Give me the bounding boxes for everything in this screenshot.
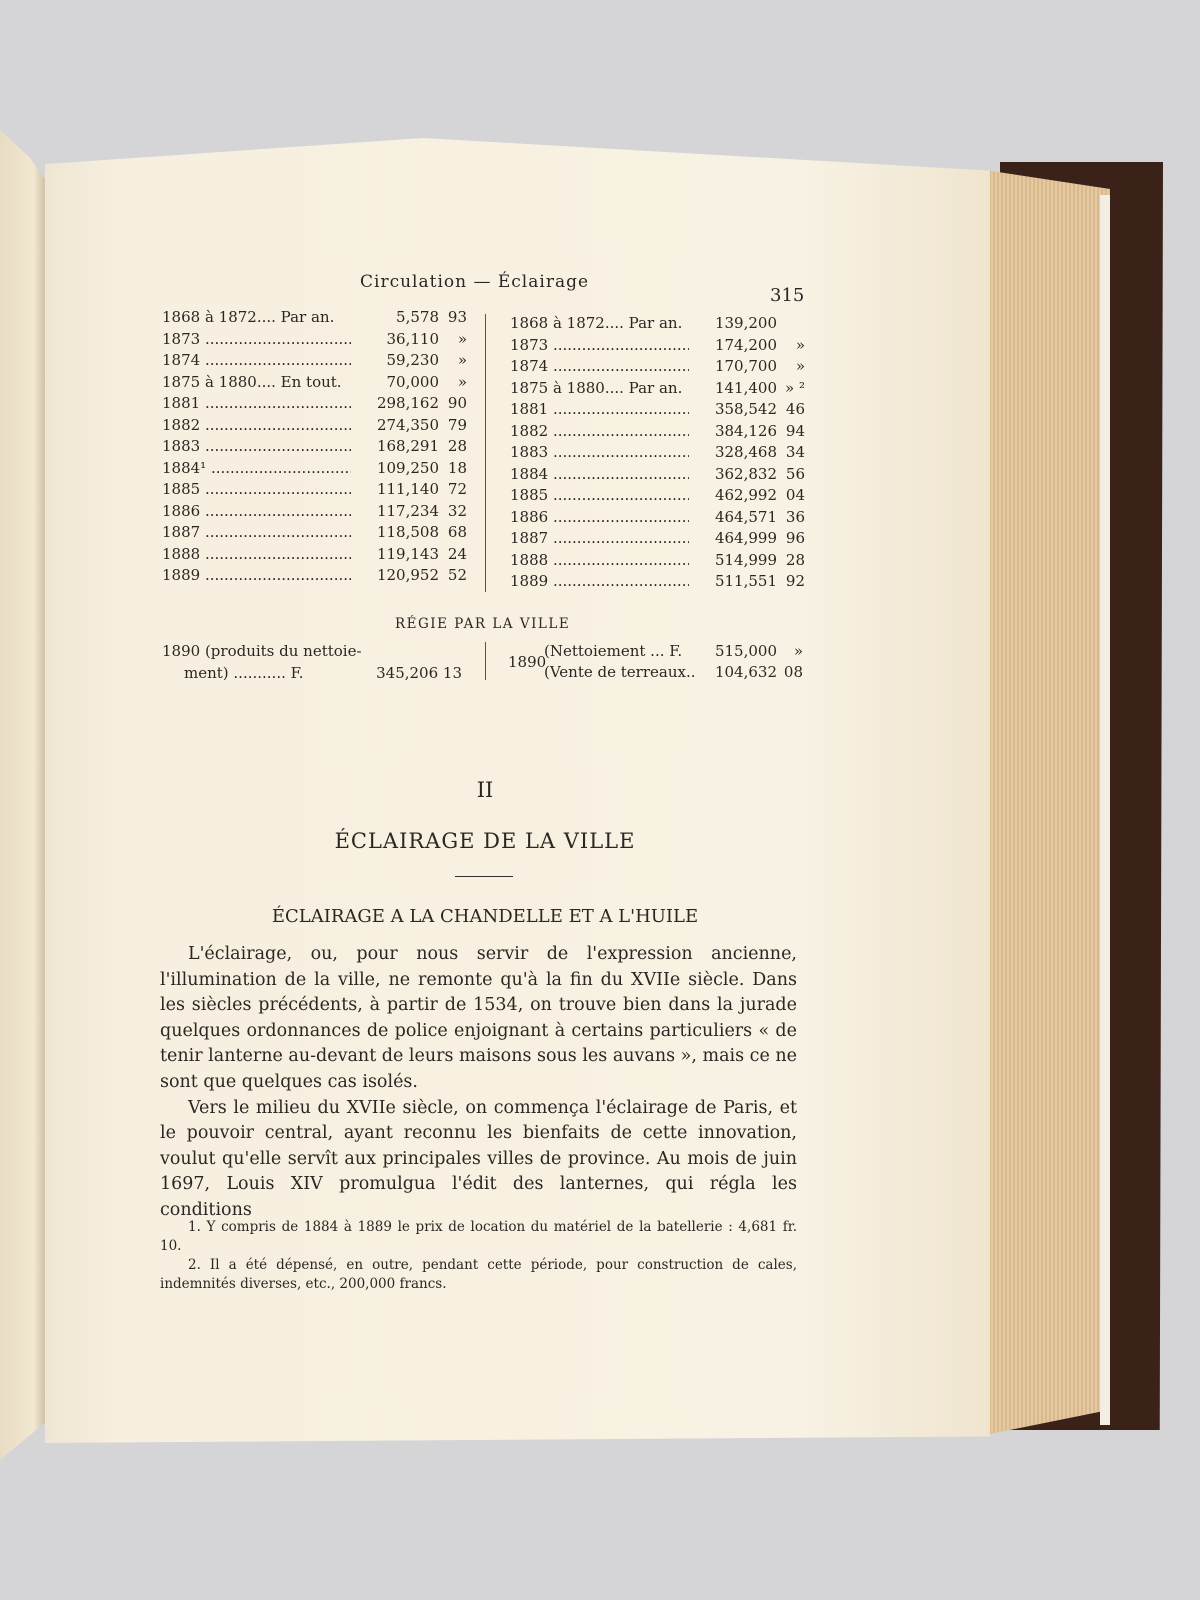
row-cents: 28 bbox=[785, 550, 805, 569]
table-row bbox=[162, 350, 467, 372]
row-label: 1875 à 1880.... En tout. bbox=[162, 372, 342, 391]
row-cents: 34 bbox=[785, 443, 805, 461]
row-label: 1875 à 1880.... Par an. bbox=[510, 378, 683, 397]
regie-divider bbox=[485, 642, 486, 680]
row-value: 274,350 bbox=[376, 415, 439, 434]
row-label: 1886 ..... bbox=[510, 507, 689, 529]
table-row bbox=[510, 356, 805, 378]
section-rule bbox=[455, 876, 513, 877]
row-cents: 94 bbox=[785, 421, 805, 440]
row-value: 70,000 bbox=[386, 372, 439, 391]
row-cents: 32 bbox=[447, 501, 467, 520]
row-label: 1874 ..... bbox=[162, 350, 351, 372]
row-cents: 93 bbox=[447, 308, 467, 326]
regie-title: RÉGIE PAR LA VILLE bbox=[395, 616, 571, 632]
section-number: II bbox=[476, 778, 494, 802]
table-row bbox=[510, 571, 805, 593]
table-row bbox=[162, 479, 467, 501]
table-row bbox=[162, 565, 467, 587]
row-label: 1868 à 1872.... Par an. bbox=[162, 308, 335, 326]
left-table bbox=[162, 307, 467, 587]
section-subtitle: ÉCLAIRAGE A LA CHANDELLE ET A L'HUILE bbox=[271, 906, 699, 927]
table-row bbox=[162, 522, 467, 544]
regie-row-cents: » bbox=[793, 642, 803, 660]
row-cents: 92 bbox=[785, 572, 805, 590]
regie-row-label: (Vente de terreaux.. bbox=[544, 663, 696, 681]
row-value: 120,952 bbox=[376, 566, 439, 584]
row-cents bbox=[777, 313, 805, 335]
paragraph: Vers le milieu du XVIIe siècle, on commença l'éclairage de Paris, et le pouvoir central, ayant reconnu les bienfaits de cette innovation, voulut qu'elle servît aux principales villes de province. Au mois de juin 1697, Louis XIV promulgua l'édit des lanternes, qui régla les conditions bbox=[160, 1097, 797, 1220]
table-divider bbox=[485, 314, 486, 592]
regie-left-line2: ment) ........... F. bbox=[184, 664, 304, 682]
footnote: 1. Y compris de 1884 à 1889 le prix de location du matériel de la batellerie : 4,681 fr. 10. bbox=[160, 1219, 797, 1254]
row-cents: 24 bbox=[447, 544, 467, 563]
row-value: 139,200 bbox=[714, 314, 777, 332]
row-value: 36,110 bbox=[386, 329, 439, 348]
row-label: 1874 ..... bbox=[510, 356, 689, 378]
row-value: 384,126 bbox=[714, 421, 777, 440]
row-cents: 46 bbox=[785, 400, 805, 418]
row-cents: 56 bbox=[785, 464, 805, 483]
table-row bbox=[510, 464, 805, 486]
row-cents: » bbox=[457, 351, 467, 369]
row-label: 1889 ..... bbox=[162, 565, 351, 587]
row-label: 1883 ..... bbox=[510, 442, 689, 464]
page-block-edge bbox=[985, 170, 1110, 1435]
row-value: 111,140 bbox=[376, 480, 439, 498]
paragraph: L'éclairage, ou, pour nous servir de l'expression ancienne, l'illumination de la ville, ne remonte qu'à la fin du XVIIe siècle. Dans les siècles précédents, à partir de 1534, on trouve bien dans la jurade quelques ordonnances de police enjoignant à certains particuliers « de tenir lanterne au-devant de leurs maisons sous les auvans », mais ce ne sont que quelques cas isolés. bbox=[160, 944, 798, 1092]
table-row bbox=[510, 399, 805, 421]
page-number: 315 bbox=[770, 285, 805, 306]
table-row bbox=[510, 507, 805, 529]
table-row bbox=[510, 421, 805, 443]
table-row bbox=[510, 528, 805, 550]
row-cents: 96 bbox=[785, 529, 805, 547]
regie-row-value: 515,000 bbox=[714, 642, 777, 660]
row-label: 1873 ..... bbox=[510, 335, 689, 357]
row-value: 464,571 bbox=[714, 507, 777, 526]
table-row bbox=[162, 307, 467, 329]
row-label: 1882 ..... bbox=[510, 421, 689, 443]
row-label: 1868 à 1872.... Par an. bbox=[510, 314, 683, 332]
regie-row-cents: 08 bbox=[783, 663, 803, 681]
row-cents: 04 bbox=[785, 486, 805, 504]
row-cents: » ² bbox=[785, 378, 805, 397]
row-value: 170,700 bbox=[714, 357, 777, 375]
row-value: 59,230 bbox=[386, 351, 439, 369]
row-label: 1885 ..... bbox=[510, 485, 689, 507]
row-value: 464,999 bbox=[714, 529, 777, 547]
table-row bbox=[162, 372, 467, 394]
row-value: 511,551 bbox=[714, 572, 777, 590]
table-row bbox=[162, 436, 467, 458]
row-value: 5,578 bbox=[396, 308, 439, 326]
row-value: 328,468 bbox=[714, 443, 777, 461]
running-header: Circulation — Éclairage bbox=[360, 272, 590, 292]
table-row bbox=[510, 335, 805, 357]
row-value: 109,250 bbox=[376, 458, 439, 477]
row-cents: 72 bbox=[447, 480, 467, 498]
regie-row-value: 104,632 bbox=[714, 663, 777, 681]
row-cents: » bbox=[795, 357, 805, 375]
row-label: 1884¹ ..... bbox=[162, 458, 351, 480]
row-cents: 79 bbox=[447, 415, 467, 434]
table-row bbox=[162, 393, 467, 415]
row-value: 168,291 bbox=[376, 437, 439, 455]
row-cents: 68 bbox=[447, 523, 467, 541]
row-value: 298,162 bbox=[376, 394, 439, 412]
row-label: 1884 ..... bbox=[510, 464, 689, 486]
row-cents: » bbox=[457, 329, 467, 348]
row-cents: 18 bbox=[447, 458, 467, 477]
regie-left-value: 345,206 13 bbox=[376, 664, 462, 682]
right-table bbox=[510, 313, 805, 593]
row-value: 174,200 bbox=[714, 335, 777, 354]
table-row bbox=[510, 485, 805, 507]
row-cents: 28 bbox=[447, 437, 467, 455]
footnotes bbox=[160, 1218, 797, 1294]
row-value: 514,999 bbox=[714, 550, 777, 569]
row-label: 1881 ..... bbox=[162, 393, 351, 415]
row-cents: 90 bbox=[447, 394, 467, 412]
row-value: 119,143 bbox=[376, 544, 439, 563]
table-row bbox=[162, 415, 467, 437]
table-row bbox=[510, 442, 805, 464]
regie-left-line1: 1890 (produits du nettoie- bbox=[162, 642, 362, 660]
row-label: 1886 ..... bbox=[162, 501, 351, 523]
row-label: 1888 ..... bbox=[510, 550, 689, 572]
row-label: 1881 ..... bbox=[510, 399, 689, 421]
row-label: 1887 ..... bbox=[510, 528, 689, 550]
row-cents: » bbox=[457, 372, 467, 391]
table-row bbox=[510, 378, 805, 400]
regie-left bbox=[162, 640, 462, 684]
regie-right bbox=[508, 641, 803, 683]
row-value: 362,832 bbox=[714, 464, 777, 483]
row-value: 358,542 bbox=[714, 400, 777, 418]
row-value: 462,992 bbox=[714, 486, 777, 504]
regie-row-label: (Nettoiement ... F. bbox=[544, 642, 683, 660]
row-cents: 36 bbox=[785, 507, 805, 526]
table-row bbox=[162, 501, 467, 523]
table-row bbox=[162, 329, 467, 351]
row-value: 118,508 bbox=[376, 523, 439, 541]
table-row bbox=[510, 550, 805, 572]
row-cents: 52 bbox=[447, 566, 467, 584]
regie-right-year: 1890 bbox=[508, 653, 547, 671]
row-value: 141,400 bbox=[714, 378, 777, 397]
body-text bbox=[160, 942, 797, 1224]
table-row bbox=[162, 458, 467, 480]
row-label: 1883 ..... bbox=[162, 436, 351, 458]
row-cents: » bbox=[795, 335, 805, 354]
table-row bbox=[510, 313, 805, 335]
row-label: 1885 ..... bbox=[162, 479, 351, 501]
row-value: 117,234 bbox=[376, 501, 439, 520]
row-label: 1889 ..... bbox=[510, 571, 689, 593]
facing-page-edge bbox=[0, 130, 48, 1460]
row-label: 1887 ..... bbox=[162, 522, 351, 544]
row-label: 1873 ..... bbox=[162, 329, 351, 351]
page-block-edge-light bbox=[1100, 195, 1110, 1425]
row-label: 1888 ..... bbox=[162, 544, 351, 566]
row-label: 1882 ..... bbox=[162, 415, 351, 437]
table-row bbox=[162, 544, 467, 566]
footnote: 2. Il a été dépensé, en outre, pendant cette période, pour construction de cales, indemnités diverses, etc., 200,000 francs. bbox=[160, 1257, 797, 1292]
section-title: ÉCLAIRAGE DE LA VILLE bbox=[334, 829, 636, 853]
